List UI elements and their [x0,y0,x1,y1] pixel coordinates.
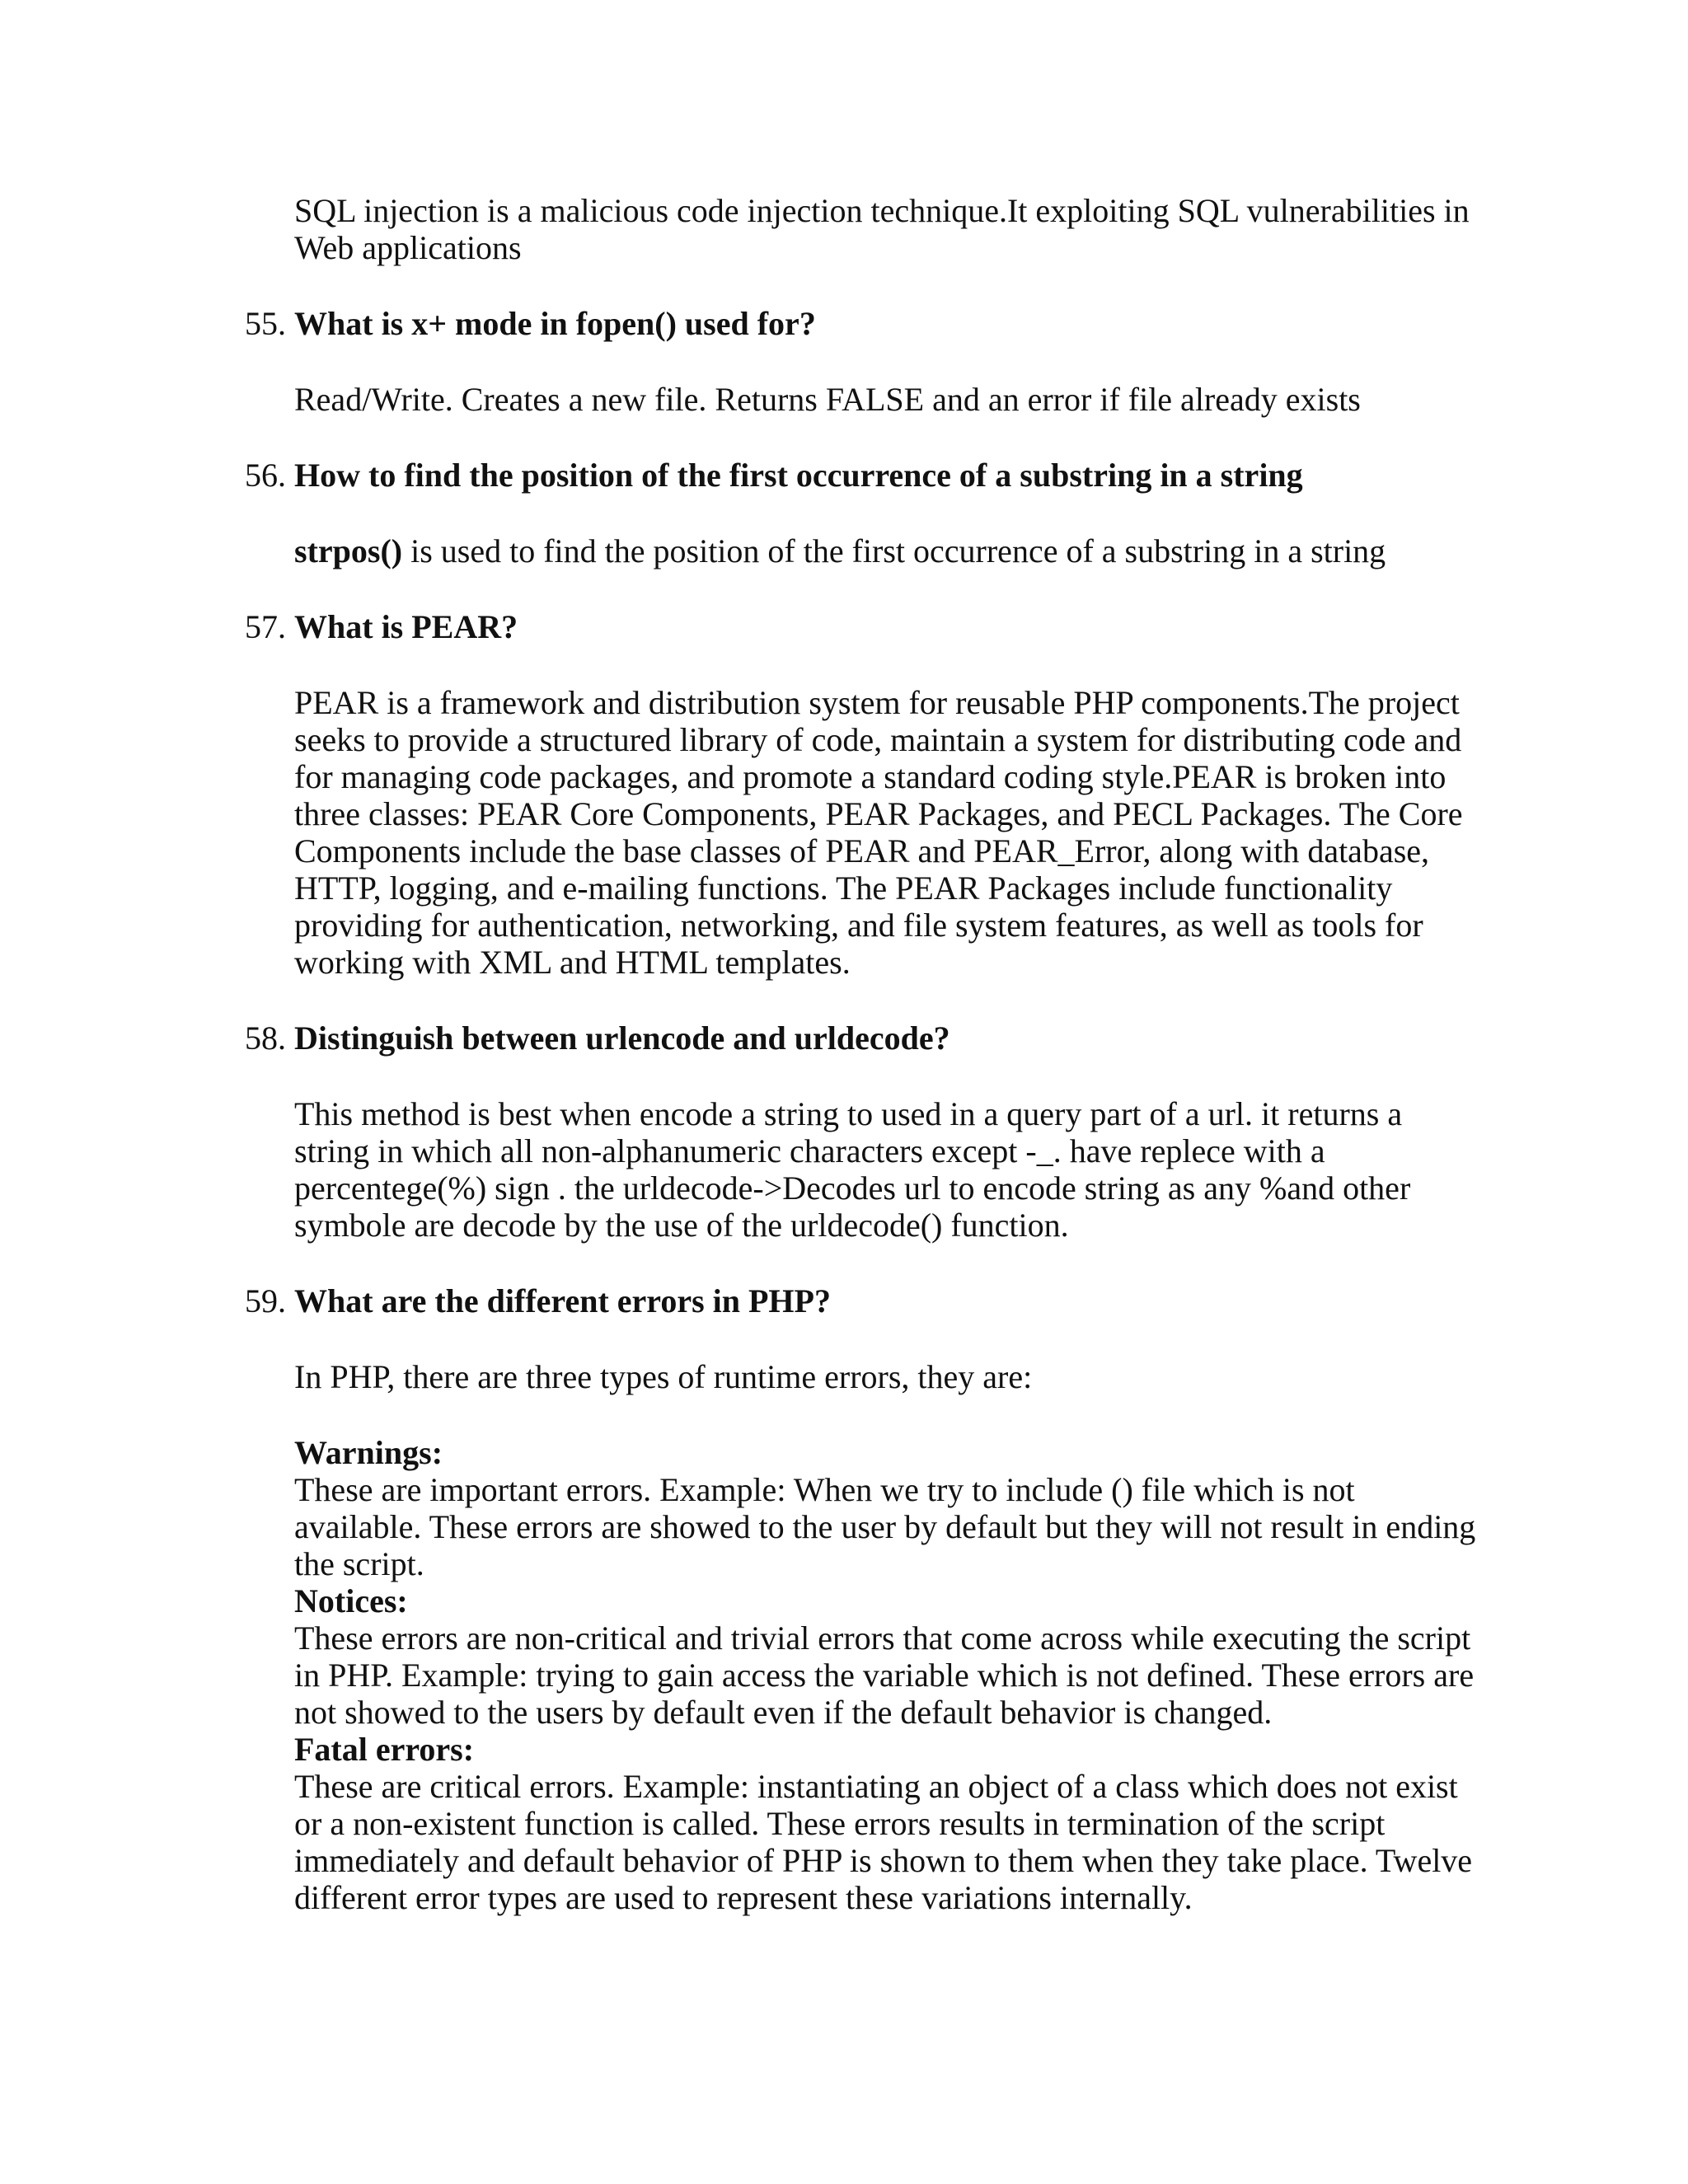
question-57 [245,608,1481,645]
answer-57: PEAR is a framework and distribution system for reusable PHP components.The project seeks to provide a structured library of code, maintain a system for distributing code and for managing code packages, and promote a standard coding style.PEAR is broken into three classes: PEAR Core Components, PEAR Packages, and PECL Packages. The Core Components include the base classes of PEAR and PEAR_Error, along with database, HTTP, logging, and e-mailing functions. The PEAR Packages include functionality providing for authentication, networking, and file system features, as well as tools for working with XML and HTML templates. [294,684,1463,981]
question-title: What is PEAR? [294,608,518,645]
error-text-warnings: These are important errors. Example: When we try to include () file which is not available. These errors are showed to the user by default but they will not result in ending the script. [294,1471,1476,1582]
question-55 [245,305,1481,342]
question-title: What are the different errors in PHP? [294,1282,831,1319]
question-title: Distinguish between urlencode and urldecode? [294,1019,950,1057]
question-number: 57. [245,608,286,645]
question-title: What is x+ mode in fopen() used for? [294,305,816,342]
error-text-fatal: These are critical errors. Example: instantiating an object of a class which does not exist or a non-existent function is called. These errors results in termination of the script immediately and default behavior of PHP is shown to them when they take place. Twelve different error types are used to represent these variations internally. [294,1768,1473,1916]
intro-paragraph: SQL injection is a malicious code injection technique.It exploiting SQL vulnerabilities in Web applications [294,192,1470,266]
question-number: 59. [245,1282,286,1319]
question-59 [245,1282,1481,1319]
error-heading-warnings: Warnings: [294,1434,443,1471]
error-heading-fatal: Fatal errors: [294,1731,475,1768]
question-number: 56. [245,457,286,494]
question-56 [245,457,1481,494]
answer-55: Read/Write. Creates a new file. Returns FALSE and an error if file already exists [294,381,1361,418]
document-content [245,192,1481,1916]
error-types-list [245,1434,1481,1916]
question-title: How to find the position of the first occurrence of a substring in a string [294,457,1303,494]
error-text-notices: These errors are non-critical and trivial errors that come across while executing the script in PHP. Example: trying to gain access the variable which is not defined. These errors are not showed to the users by default even if the default behavior is changed. [294,1619,1475,1731]
answer-text: is used to find the position of the first occurrence of a substring in a string [402,532,1386,569]
answer-59: In PHP, there are three types of runtime errors, they are: [294,1358,1033,1395]
function-name: strpos() [294,532,403,569]
question-number: 55. [245,305,286,342]
question-number: 58. [245,1019,286,1057]
question-58 [245,1019,1481,1057]
answer-58: This method is best when encode a string to used in a query part of a url. it returns a string in which all non-alphanumeric characters except -_. have replece with a percentege(%) sign . the urldecode->Decodes url to encode string as any %and other symbole are decode by the use of the urldecode() function. [294,1095,1411,1244]
error-heading-notices: Notices: [294,1582,408,1619]
answer-56 [245,532,1481,569]
